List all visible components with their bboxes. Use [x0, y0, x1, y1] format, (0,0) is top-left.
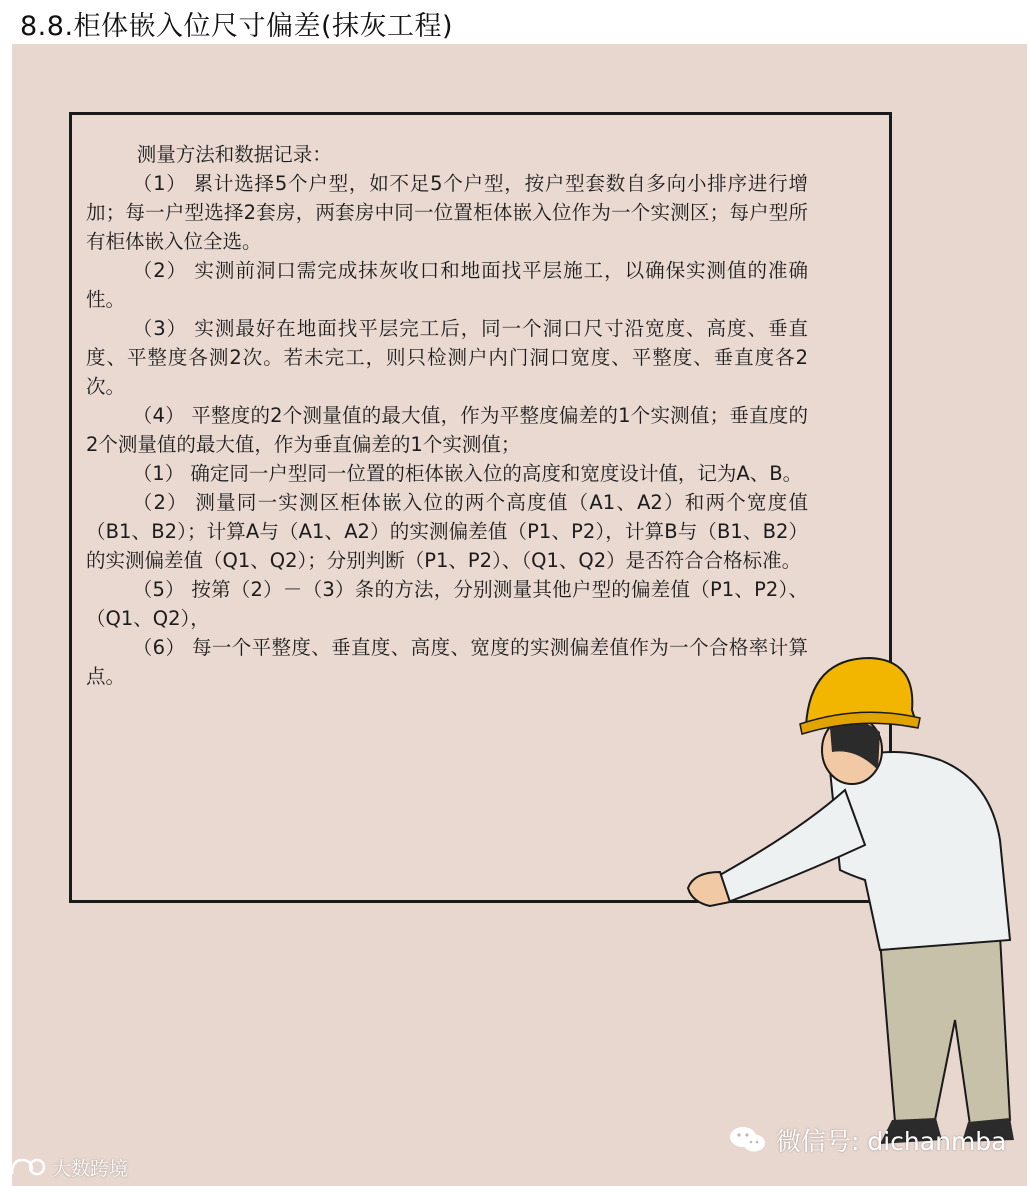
- paragraph: （5） 按第（2）－（3）条的方法，分别测量其他户型的偏差值（P1、P2）、（Q1、Q2），: [86, 578, 808, 630]
- construction-worker-illustration: [680, 640, 1029, 1186]
- document-body: [86, 140, 808, 691]
- wechat-icon: [728, 1124, 768, 1156]
- page-title: 8.8.柜体嵌入位尺寸偏差(抹灰工程): [20, 11, 454, 42]
- wechat-watermark: [728, 1122, 1006, 1158]
- wechat-watermark-text: 微信号: dichanmba: [776, 1127, 1007, 1156]
- paragraph: （4） 平整度的2个测量值的最大值，作为平整度偏差的1个实测值；垂直度的2个测量值的最大值，作为垂直偏差的1个实测值；: [86, 404, 808, 456]
- paragraph: （2） 测量同一实测区柜体嵌入位的两个高度值（A1、A2）和两个宽度值（B1、B2）；计算A与（A1、A2）的实测偏差值（P1、P2），计算B与（B1、B2）的实测偏差值（Q1、Q2）；分别判断（P1、P2）、（Q1、Q2）是否符合合格标准。: [86, 491, 808, 572]
- source-watermark-text: 大数跨境: [52, 1157, 129, 1180]
- paragraph: （3） 实测最好在地面找平层完工后，同一个洞口尺寸沿宽度、高度、垂直度、平整度各测2次。若未完工，则只检测户内门洞口宽度、平整度、垂直度各2次。: [86, 317, 808, 398]
- paragraph: （6） 每一个平整度、垂直度、高度、宽度的实测偏差值作为一个合格率计算点。: [86, 636, 808, 688]
- paragraph: （1） 确定同一户型同一位置的柜体嵌入位的高度和宽度设计值，记为A、B。: [132, 462, 803, 485]
- title-bar: [0, 0, 1029, 44]
- dashuju-logo-icon: [8, 1156, 48, 1178]
- section-heading: 测量方法和数据记录：: [136, 143, 332, 166]
- source-watermark: [8, 1154, 128, 1180]
- paragraph: （1） 累计选择5个户型，如不足5个户型，按户型套数自多向小排序进行增加；每一户型选择2套房，两套房中同一位置柜体嵌入位作为一个实测区；每户型所有柜体嵌入位全选。: [86, 172, 808, 253]
- paragraph: （2） 实测前洞口需完成抹灰收口和地面找平层施工，以确保实测值的准确性。: [86, 259, 808, 311]
